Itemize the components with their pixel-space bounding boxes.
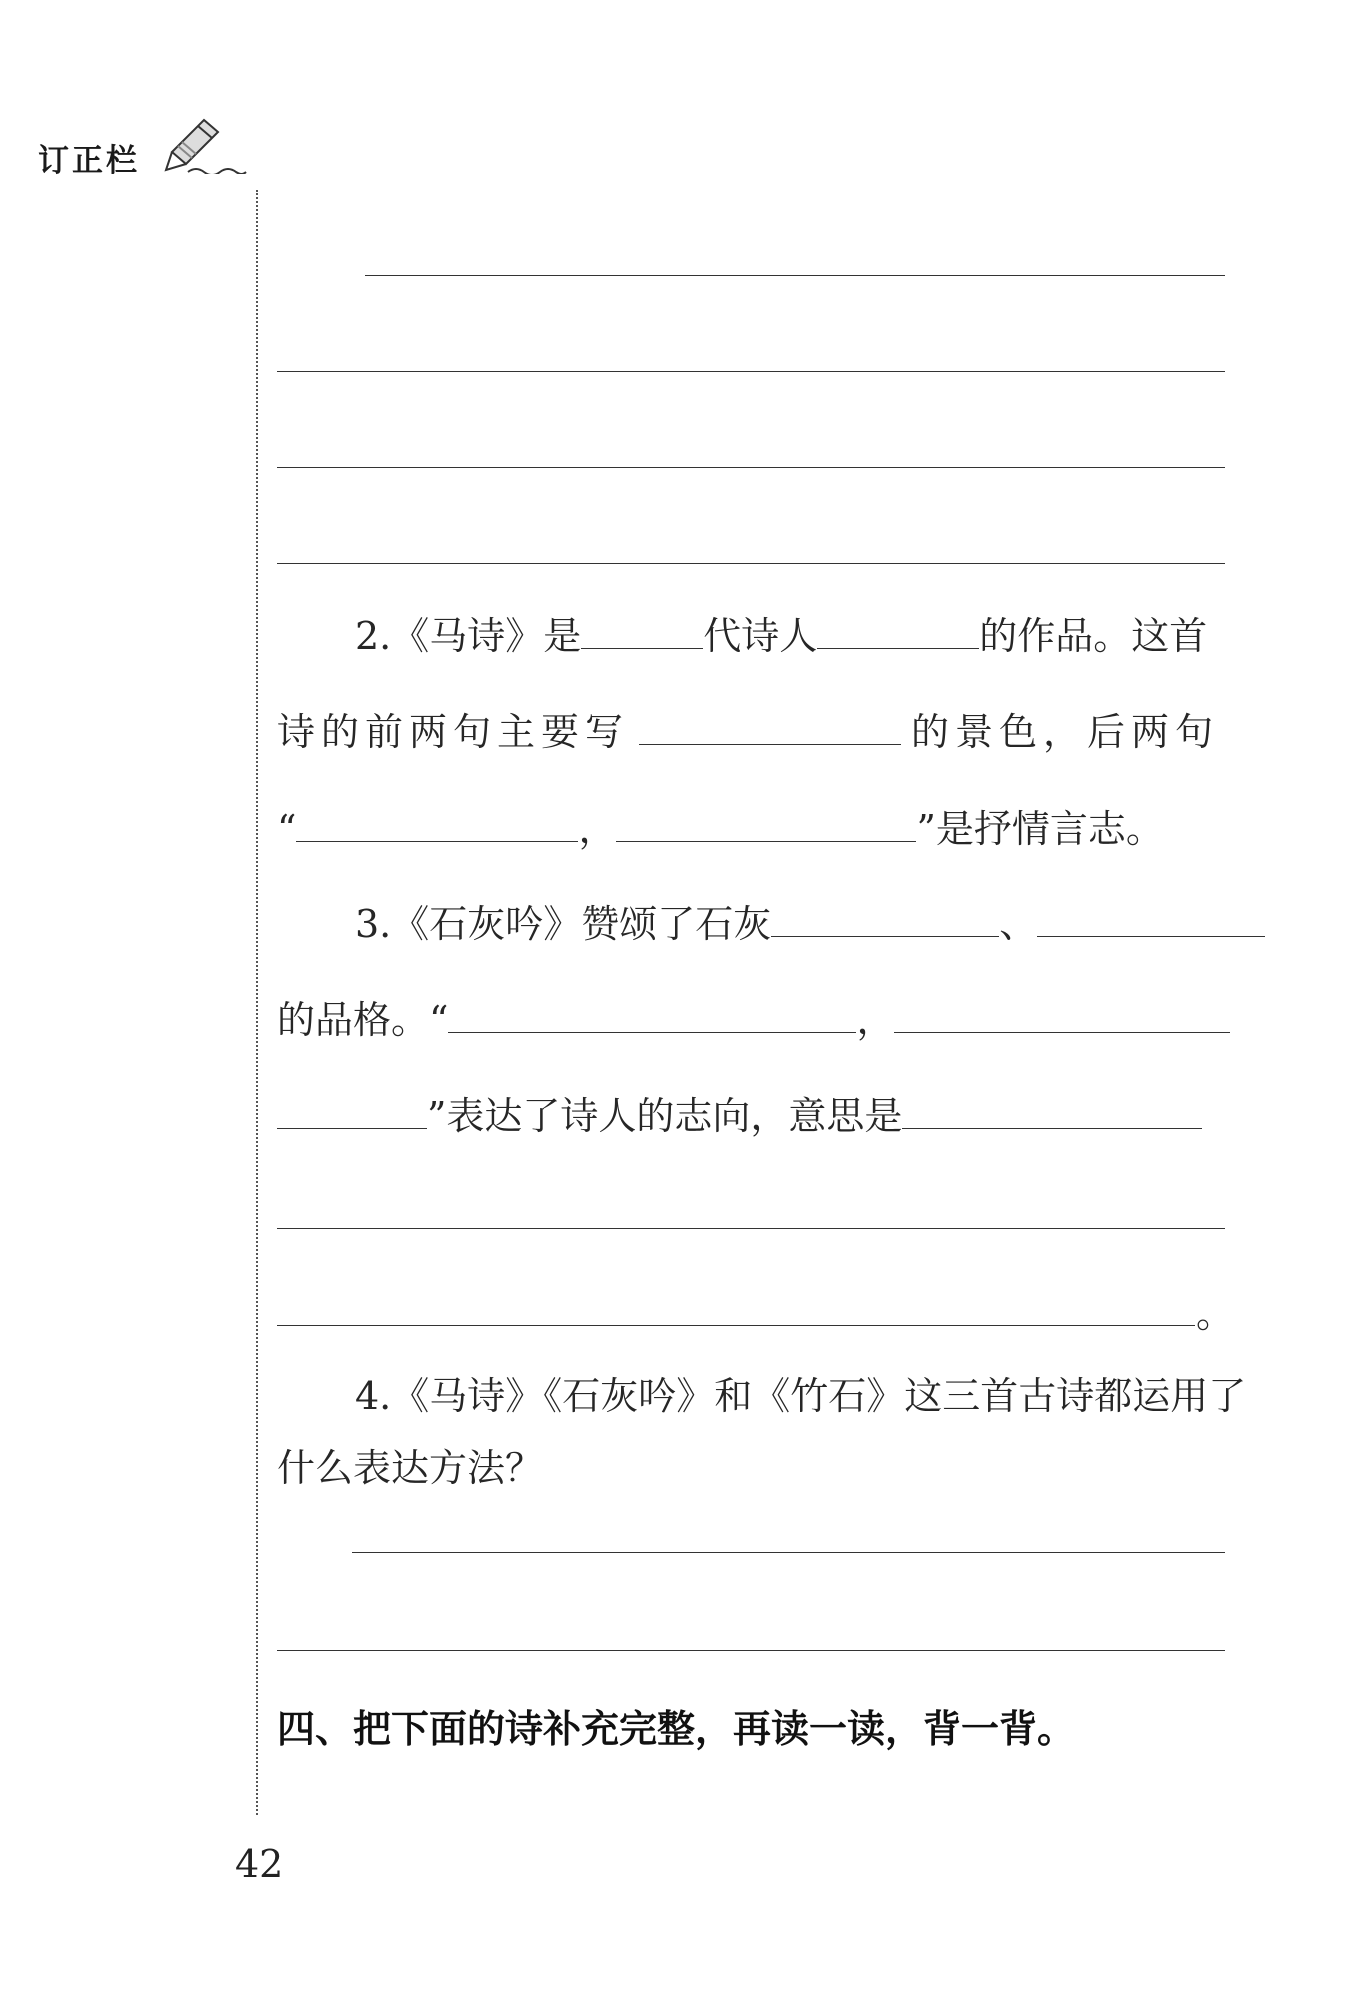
question-3-line-1 (277, 900, 1225, 948)
section-4-heading: 四、把下面的诗补充完整，再读一读，背一背。 (277, 1707, 1076, 1751)
q2-text: 的作品。这首 (979, 614, 1208, 658)
poem-line-blank[interactable] (448, 1002, 856, 1033)
answer-line (352, 1552, 1225, 1553)
poet-blank[interactable] (817, 618, 979, 649)
question-4-line-1 (277, 1372, 1247, 1420)
question-3-line-3 (277, 1092, 1225, 1140)
answer-line (277, 467, 1225, 468)
q2-text: 诗的前两句主要写 (277, 710, 630, 754)
quality-blank[interactable] (1037, 906, 1265, 937)
q2-text: “ (277, 807, 297, 851)
poem-line-blank[interactable] (894, 1002, 1230, 1033)
scenery-blank[interactable] (639, 714, 901, 745)
question-2-line-3 (277, 805, 1225, 853)
quality-blank[interactable] (771, 906, 999, 937)
q2-text: ”是抒情言志。 (916, 807, 1164, 851)
q3-text: 3.《石灰吟》赞颂了石灰 (355, 902, 772, 946)
answer-line (365, 275, 1225, 276)
question-2-line-2 (277, 708, 1225, 756)
answer-line (277, 371, 1225, 372)
dynasty-blank[interactable] (581, 618, 703, 649)
pencil-icon (158, 112, 248, 174)
poem-line-blank[interactable] (616, 811, 916, 842)
q3-text: ， (856, 998, 895, 1042)
q2-text: 的景色，后两句 (911, 710, 1220, 754)
question-3-line-2 (277, 996, 1225, 1044)
margin-divider (256, 190, 258, 1815)
answer-line (277, 563, 1225, 564)
q2-text: 2.《马诗》是 (355, 614, 582, 658)
question-4-line-2 (277, 1444, 1225, 1492)
meaning-blank[interactable] (902, 1098, 1202, 1129)
answer-line (277, 1650, 1225, 1651)
q3-end-punct: 。 (1196, 1292, 1235, 1336)
q4-text: 4.《马诗》《石灰吟》和《竹石》这三首古诗都运用了 (355, 1374, 1247, 1418)
poem-line-blank[interactable] (296, 811, 578, 842)
correction-column-label: 订正栏 (38, 143, 140, 179)
page-number: 42 (235, 1842, 284, 1886)
answer-line (277, 1228, 1225, 1229)
q3-text: ”表达了诗人的志向，意思是 (427, 1094, 903, 1138)
question-2-line-1 (277, 612, 1225, 660)
q4-text: 什么表达方法？ (277, 1446, 544, 1490)
poem-line-blank[interactable] (277, 1098, 427, 1129)
q2-text: 代诗人 (703, 614, 818, 658)
q3-text: 的品格。“ (277, 998, 449, 1042)
q3-text: 、 (999, 902, 1038, 946)
q2-text: ， (578, 807, 617, 851)
answer-line (277, 1325, 1195, 1326)
